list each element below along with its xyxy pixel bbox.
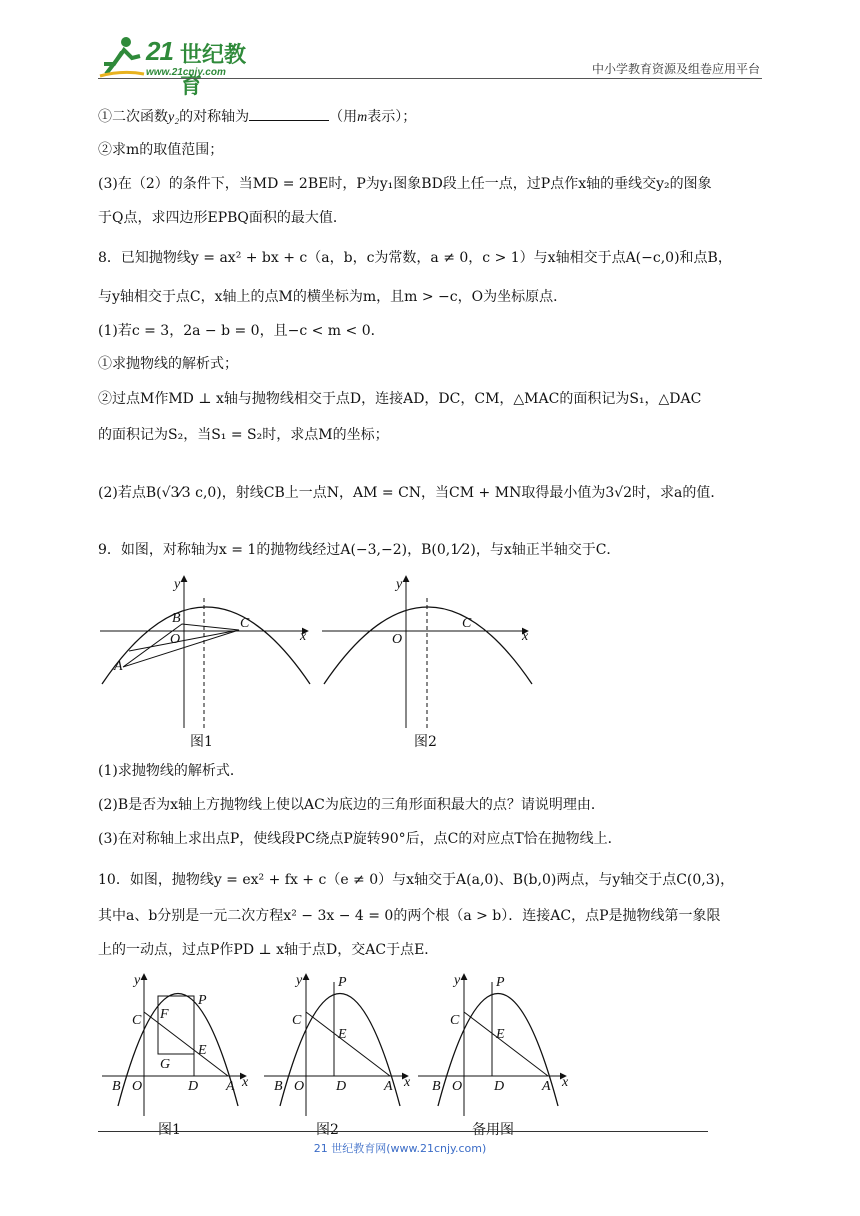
rectangle [158,996,194,1054]
label-a: A [384,1079,393,1094]
label-x: x [562,1075,569,1090]
question-9-line-1: 9．如图，对称轴为x = 1的抛物线经过A(−3,−2)，B(0,1⁄2)，与x轴正半轴交于C． [98,542,621,558]
question-8-line-2: 与y轴相交于点C，x轴上的点M的横坐标为m，且m > −c，O为坐标原点． [98,289,568,305]
label-c: C [132,1013,142,1028]
question-10-line-1: 10．如图，抛物线y = ex² + fx + c（e ≠ 0）与x轴交于A(a,0)、B(b,0)两点，与y轴交于点C(0,3)， [98,872,735,888]
label-c: C [292,1013,302,1028]
caption-backup-figure: 备用图 [472,1122,514,1138]
question-8-line-1: 8．已知抛物线y = ax² + bx + c（a，b，c为常数，a ≠ 0，c > 1）与x轴相交于点A(−c,0)和点B， [98,250,732,266]
variable-y2: y₂ [168,110,180,125]
question-7-line-1: ①二次函数y₂的对称轴为 （用m表示）； [98,106,416,128]
question-10-figures [96,966,586,1141]
label-e: E [338,1027,347,1042]
header-divider [98,78,762,79]
label-p: P [496,975,505,990]
label-b: B [274,1079,283,1094]
label-b: B [172,611,181,626]
question-8-line-7: (2)若点B(√3⁄3 c,0)，射线CB上一点N，AM = CN，当CM + MN取得最小值为3√2时，求a的值． [98,485,725,501]
line-ac [144,1012,228,1076]
question-7-line-4: 于Q点，求四边形EPBQ面积的最大值． [98,210,347,226]
label-g: G [160,1057,171,1072]
parabola [102,607,310,684]
question-8-line-3: (1)若c = 3，2a − b = 0，且−c < m < 0． [98,323,385,339]
label-y: y [174,577,181,592]
label-d: D [188,1079,199,1094]
question-8-line-5: ②过点M作MD ⊥ x轴与抛物线相交于点D，连接AD，DC，CM，△MAC的面积记为S₁，△DAC [98,391,702,407]
label-c: C [450,1013,460,1028]
figure-10-2 [264,973,411,1138]
figure-10-backup [418,973,569,1138]
label-o: O [392,632,403,647]
variable-m: m [357,110,368,125]
label-b: B [432,1079,441,1094]
header-tagline: 中小学教育资源及组卷应用平台 [591,62,760,76]
label-d: D [336,1079,347,1094]
triangle-abc [123,624,239,667]
question-9-part-1: (1)求抛物线的解析式． [98,763,244,779]
label-y: y [454,973,461,988]
caption-figure-2: 图2 [414,734,437,750]
label-y: y [296,973,303,988]
line-ac [306,1012,390,1076]
label-p: P [198,993,207,1008]
label-x: x [404,1075,411,1090]
label-c: C [240,616,250,631]
question-9-figures [96,570,536,752]
figure-9-2 [322,576,532,750]
label-f: F [160,1007,169,1022]
label-d: D [494,1079,505,1094]
figure-9-1 [100,576,310,750]
caption-figure-1: 图1 [190,734,213,750]
answer-blank [249,106,329,121]
label-a: A [114,659,123,674]
logo-url: www.21cnjy.com [146,67,226,78]
label-o: O [294,1079,305,1094]
label-o: O [170,632,181,647]
parabola [324,607,532,684]
label-a: A [542,1079,551,1094]
question-9-part-3: (3)在对称轴上求出点P，使线段PC绕点P旋转90°后，点C的对应点T恰在抛物线上． [98,831,622,847]
question-7-line-3: (3)在（2）的条件下，当MD = 2BE时，P为y₁图象BD段上任一点，过P点作x轴的垂线交y₂的图象 [98,176,712,192]
caption-figure-2: 图2 [316,1122,339,1138]
question-10-line-2: 其中a、b分别是一元二次方程x² − 3x − 4 = 0的两个根（a > b）．连接AC，点P是抛物线第一象限 [98,908,721,924]
question-8-line-6: 的面积记为S₂，当S₁ = S₂时，求点M的坐标； [98,427,389,443]
footer-divider [98,1131,708,1132]
label-c: C [462,616,472,631]
question-10-line-3: 上的一动点，过点P作PD ⊥ x轴于点D，交AC于点E． [98,942,439,958]
caption-figure-1: 图1 [158,1122,181,1138]
label-y: y [134,973,141,988]
label-a: A [226,1079,235,1094]
label-y: y [396,577,403,592]
runner-logo-icon [96,34,146,78]
question-8-line-4: ①求抛物线的解析式； [98,356,238,372]
label-o: O [132,1079,143,1094]
label-b: B [112,1079,121,1094]
label-e: E [496,1027,505,1042]
label-x: x [300,629,307,644]
site-logo [96,34,266,98]
figure-10-1 [102,973,249,1138]
logo-text: 世纪教育 [180,42,247,98]
label-x: x [522,629,529,644]
logo-number: 21 [146,36,173,66]
footer-text[interactable]: 21 世纪教育网(www.21cnjy.com) [313,1142,487,1155]
label-o: O [452,1079,463,1094]
question-7-line-2: ②求m的取值范围； [98,142,224,158]
question-9-part-2: (2)B是否为x轴上方抛物线上使以AC为底边的三角形面积最大的点？请说明理由． [98,797,605,813]
line-ac [464,1012,548,1076]
label-x: x [242,1075,249,1090]
label-e: E [198,1043,207,1058]
label-p: P [338,975,347,990]
